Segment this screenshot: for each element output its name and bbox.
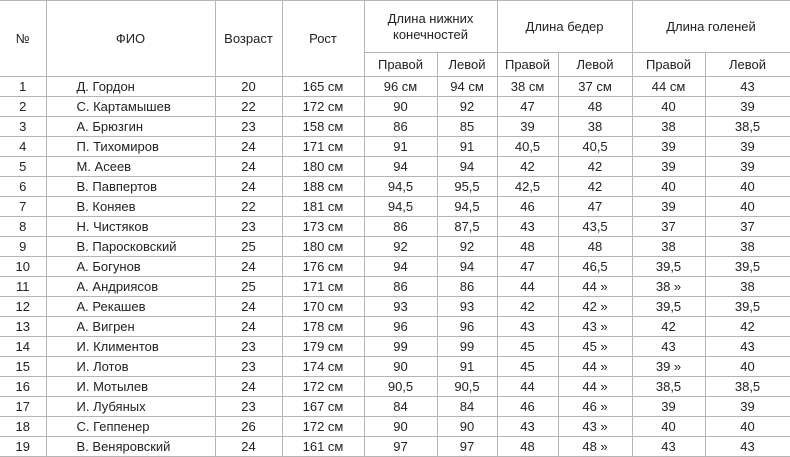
cell-number: 5: [0, 157, 46, 177]
cell-name: И. Лубяных: [46, 397, 215, 417]
cell-name: С. Картамышев: [46, 97, 215, 117]
cell-age: 23: [215, 357, 282, 377]
cell-legs-left: 94: [437, 157, 497, 177]
cell-height: 171 см: [282, 137, 364, 157]
cell-name: В. Павпертов: [46, 177, 215, 197]
cell-age: 23: [215, 337, 282, 357]
table-row: [0, 137, 790, 157]
header-legs-right: Правой: [364, 53, 437, 77]
cell-legs-right: 91: [364, 137, 437, 157]
cell-thighs-left: 46 »: [558, 397, 632, 417]
cell-number: 15: [0, 357, 46, 377]
cell-thighs-left: 40,5: [558, 137, 632, 157]
cell-shins-right: 44 см: [632, 77, 705, 97]
cell-legs-right: 86: [364, 277, 437, 297]
cell-age: 20: [215, 77, 282, 97]
cell-age: 24: [215, 297, 282, 317]
cell-height: 167 см: [282, 397, 364, 417]
cell-number: 12: [0, 297, 46, 317]
cell-shins-right: 42: [632, 317, 705, 337]
cell-height: 179 см: [282, 337, 364, 357]
cell-shins-right: 37: [632, 217, 705, 237]
cell-name: А. Вигрен: [46, 317, 215, 337]
cell-height: 165 см: [282, 77, 364, 97]
cell-number: 4: [0, 137, 46, 157]
cell-shins-left: 39,5: [705, 257, 790, 277]
cell-legs-right: 96 см: [364, 77, 437, 97]
cell-shins-left: 43: [705, 77, 790, 97]
header-shin-length: Длина голеней: [632, 1, 790, 53]
cell-age: 22: [215, 197, 282, 217]
cell-shins-right: 40: [632, 177, 705, 197]
cell-age: 25: [215, 237, 282, 257]
cell-shins-left: 40: [705, 197, 790, 217]
cell-thighs-right: 46: [497, 397, 558, 417]
cell-shins-right: 38: [632, 237, 705, 257]
cell-thighs-right: 43: [497, 317, 558, 337]
header-height: Рост: [282, 1, 364, 77]
cell-age: 24: [215, 257, 282, 277]
cell-shins-left: 39: [705, 97, 790, 117]
cell-number: 10: [0, 257, 46, 277]
cell-legs-left: 99: [437, 337, 497, 357]
cell-thighs-right: 44: [497, 277, 558, 297]
cell-legs-left: 93: [437, 297, 497, 317]
cell-height: 174 см: [282, 357, 364, 377]
cell-thighs-left: 47: [558, 197, 632, 217]
header-shins-left: Левой: [705, 53, 790, 77]
cell-shins-left: 37: [705, 217, 790, 237]
cell-shins-left: 43: [705, 437, 790, 457]
cell-legs-right: 90: [364, 357, 437, 377]
cell-age: 24: [215, 377, 282, 397]
cell-shins-right: 39: [632, 137, 705, 157]
cell-thighs-right: 38 см: [497, 77, 558, 97]
cell-thighs-right: 44: [497, 377, 558, 397]
cell-thighs-right: 45: [497, 337, 558, 357]
cell-legs-left: 86: [437, 277, 497, 297]
table-row: [0, 97, 790, 117]
cell-legs-right: 94: [364, 157, 437, 177]
cell-number: 9: [0, 237, 46, 257]
cell-height: 171 см: [282, 277, 364, 297]
cell-height: 172 см: [282, 97, 364, 117]
table-row: [0, 217, 790, 237]
table-row: [0, 417, 790, 437]
cell-height: 180 см: [282, 157, 364, 177]
cell-age: 25: [215, 277, 282, 297]
cell-height: 172 см: [282, 417, 364, 437]
cell-legs-left: 95,5: [437, 177, 497, 197]
cell-name: Д. Гордон: [46, 77, 215, 97]
cell-thighs-left: 44 »: [558, 277, 632, 297]
cell-number: 17: [0, 397, 46, 417]
cell-number: 3: [0, 117, 46, 137]
cell-age: 22: [215, 97, 282, 117]
header-shins-right: Правой: [632, 53, 705, 77]
cell-legs-left: 90,5: [437, 377, 497, 397]
cell-thighs-left: 37 см: [558, 77, 632, 97]
header-thighs-left: Левой: [558, 53, 632, 77]
cell-thighs-left: 48: [558, 237, 632, 257]
cell-number: 13: [0, 317, 46, 337]
cell-number: 14: [0, 337, 46, 357]
cell-shins-right: 43: [632, 437, 705, 457]
header-thigh-length: Длина бедер: [497, 1, 632, 53]
cell-name: А. Брюзгин: [46, 117, 215, 137]
cell-legs-right: 94: [364, 257, 437, 277]
table-row: [0, 237, 790, 257]
cell-legs-right: 92: [364, 237, 437, 257]
cell-name: М. Асеев: [46, 157, 215, 177]
cell-thighs-right: 46: [497, 197, 558, 217]
cell-thighs-right: 42: [497, 297, 558, 317]
cell-number: 18: [0, 417, 46, 437]
header-age: Возраст: [215, 1, 282, 77]
table-body: [0, 77, 790, 457]
cell-legs-right: 86: [364, 117, 437, 137]
cell-thighs-right: 40,5: [497, 137, 558, 157]
cell-number: 1: [0, 77, 46, 97]
cell-legs-right: 90,5: [364, 377, 437, 397]
cell-thighs-left: 46,5: [558, 257, 632, 277]
cell-shins-right: 39 »: [632, 357, 705, 377]
cell-shins-right: 38,5: [632, 377, 705, 397]
cell-shins-right: 40: [632, 97, 705, 117]
cell-legs-left: 92: [437, 237, 497, 257]
cell-name: П. Тихомиров: [46, 137, 215, 157]
table-row: [0, 377, 790, 397]
cell-thighs-left: 43 »: [558, 317, 632, 337]
cell-height: 176 см: [282, 257, 364, 277]
header-name: ФИО: [46, 1, 215, 77]
cell-legs-right: 86: [364, 217, 437, 237]
cell-shins-right: 39,5: [632, 297, 705, 317]
table-row: [0, 397, 790, 417]
table-row: [0, 317, 790, 337]
cell-shins-right: 39,5: [632, 257, 705, 277]
cell-name: И. Климентов: [46, 337, 215, 357]
cell-name: В. Паросковский: [46, 237, 215, 257]
cell-shins-right: 43: [632, 337, 705, 357]
cell-age: 23: [215, 117, 282, 137]
cell-height: 188 см: [282, 177, 364, 197]
cell-thighs-left: 42: [558, 177, 632, 197]
cell-shins-right: 38: [632, 117, 705, 137]
cell-age: 23: [215, 217, 282, 237]
cell-number: 2: [0, 97, 46, 117]
cell-name: А. Рекашев: [46, 297, 215, 317]
table-row: [0, 77, 790, 97]
cell-shins-right: 39: [632, 157, 705, 177]
cell-height: 173 см: [282, 217, 364, 237]
cell-legs-left: 85: [437, 117, 497, 137]
cell-legs-right: 97: [364, 437, 437, 457]
cell-name: В. Веняровский: [46, 437, 215, 457]
cell-height: 172 см: [282, 377, 364, 397]
cell-number: 19: [0, 437, 46, 457]
cell-name: Н. Чистяков: [46, 217, 215, 237]
cell-legs-left: 91: [437, 137, 497, 157]
cell-shins-left: 42: [705, 317, 790, 337]
cell-legs-left: 91: [437, 357, 497, 377]
cell-thighs-left: 42: [558, 157, 632, 177]
cell-age: 24: [215, 437, 282, 457]
cell-legs-left: 97: [437, 437, 497, 457]
cell-thighs-left: 48 »: [558, 437, 632, 457]
cell-shins-right: 40: [632, 417, 705, 437]
header-number: №: [0, 1, 46, 77]
cell-number: 8: [0, 217, 46, 237]
cell-thighs-right: 43: [497, 417, 558, 437]
cell-shins-left: 39: [705, 397, 790, 417]
cell-shins-left: 39: [705, 137, 790, 157]
cell-thighs-right: 47: [497, 257, 558, 277]
cell-shins-left: 38,5: [705, 117, 790, 137]
cell-name: А. Андриясов: [46, 277, 215, 297]
cell-legs-right: 94,5: [364, 197, 437, 217]
cell-height: 178 см: [282, 317, 364, 337]
cell-legs-left: 92: [437, 97, 497, 117]
cell-thighs-left: 43 »: [558, 417, 632, 437]
cell-age: 24: [215, 137, 282, 157]
cell-shins-left: 38,5: [705, 377, 790, 397]
cell-name: А. Богунов: [46, 257, 215, 277]
cell-legs-left: 94: [437, 257, 497, 277]
table-row: [0, 357, 790, 377]
table-row: [0, 277, 790, 297]
cell-shins-left: 38: [705, 237, 790, 257]
cell-legs-left: 94,5: [437, 197, 497, 217]
cell-thighs-right: 48: [497, 237, 558, 257]
cell-shins-right: 39: [632, 197, 705, 217]
cell-shins-left: 43: [705, 337, 790, 357]
cell-thighs-right: 47: [497, 97, 558, 117]
header-row: [0, 1, 790, 53]
cell-number: 7: [0, 197, 46, 217]
cell-thighs-left: 38: [558, 117, 632, 137]
cell-age: 24: [215, 177, 282, 197]
cell-height: 181 см: [282, 197, 364, 217]
cell-height: 180 см: [282, 237, 364, 257]
table-row: [0, 257, 790, 277]
cell-thighs-right: 42: [497, 157, 558, 177]
cell-legs-right: 90: [364, 97, 437, 117]
cell-thighs-right: 45: [497, 357, 558, 377]
cell-legs-right: 99: [364, 337, 437, 357]
cell-legs-right: 84: [364, 397, 437, 417]
cell-age: 24: [215, 157, 282, 177]
header-thighs-right: Правой: [497, 53, 558, 77]
cell-height: 158 см: [282, 117, 364, 137]
cell-name: И. Мотылев: [46, 377, 215, 397]
cell-thighs-left: 44 »: [558, 377, 632, 397]
cell-number: 6: [0, 177, 46, 197]
cell-name: С. Геппенер: [46, 417, 215, 437]
cell-thighs-left: 44 »: [558, 357, 632, 377]
header-leg-length: Длина нижних конечностей: [364, 1, 497, 53]
table-row: [0, 197, 790, 217]
cell-thighs-right: 42,5: [497, 177, 558, 197]
cell-age: 24: [215, 317, 282, 337]
cell-number: 11: [0, 277, 46, 297]
cell-thighs-left: 45 »: [558, 337, 632, 357]
table-row: [0, 117, 790, 137]
cell-legs-left: 96: [437, 317, 497, 337]
cell-number: 16: [0, 377, 46, 397]
table-row: [0, 337, 790, 357]
cell-legs-right: 90: [364, 417, 437, 437]
cell-legs-left: 84: [437, 397, 497, 417]
table-row: [0, 157, 790, 177]
cell-name: В. Коняев: [46, 197, 215, 217]
cell-thighs-right: 43: [497, 217, 558, 237]
cell-thighs-right: 48: [497, 437, 558, 457]
cell-age: 23: [215, 397, 282, 417]
cell-thighs-right: 39: [497, 117, 558, 137]
cell-legs-right: 96: [364, 317, 437, 337]
cell-thighs-left: 43,5: [558, 217, 632, 237]
cell-legs-left: 90: [437, 417, 497, 437]
cell-age: 26: [215, 417, 282, 437]
header-legs-left: Левой: [437, 53, 497, 77]
cell-legs-left: 87,5: [437, 217, 497, 237]
cell-legs-right: 93: [364, 297, 437, 317]
table-row: [0, 177, 790, 197]
cell-height: 170 см: [282, 297, 364, 317]
cell-shins-left: 40: [705, 357, 790, 377]
cell-thighs-left: 48: [558, 97, 632, 117]
cell-shins-left: 40: [705, 417, 790, 437]
cell-height: 161 см: [282, 437, 364, 457]
cell-shins-left: 39: [705, 157, 790, 177]
table-row: [0, 437, 790, 457]
cell-shins-left: 40: [705, 177, 790, 197]
cell-shins-right: 38 »: [632, 277, 705, 297]
cell-legs-right: 94,5: [364, 177, 437, 197]
cell-name: И. Лотов: [46, 357, 215, 377]
cell-shins-left: 39,5: [705, 297, 790, 317]
cell-thighs-left: 42 »: [558, 297, 632, 317]
cell-shins-left: 38: [705, 277, 790, 297]
table-row: [0, 297, 790, 317]
cell-shins-right: 39: [632, 397, 705, 417]
cell-legs-left: 94 см: [437, 77, 497, 97]
